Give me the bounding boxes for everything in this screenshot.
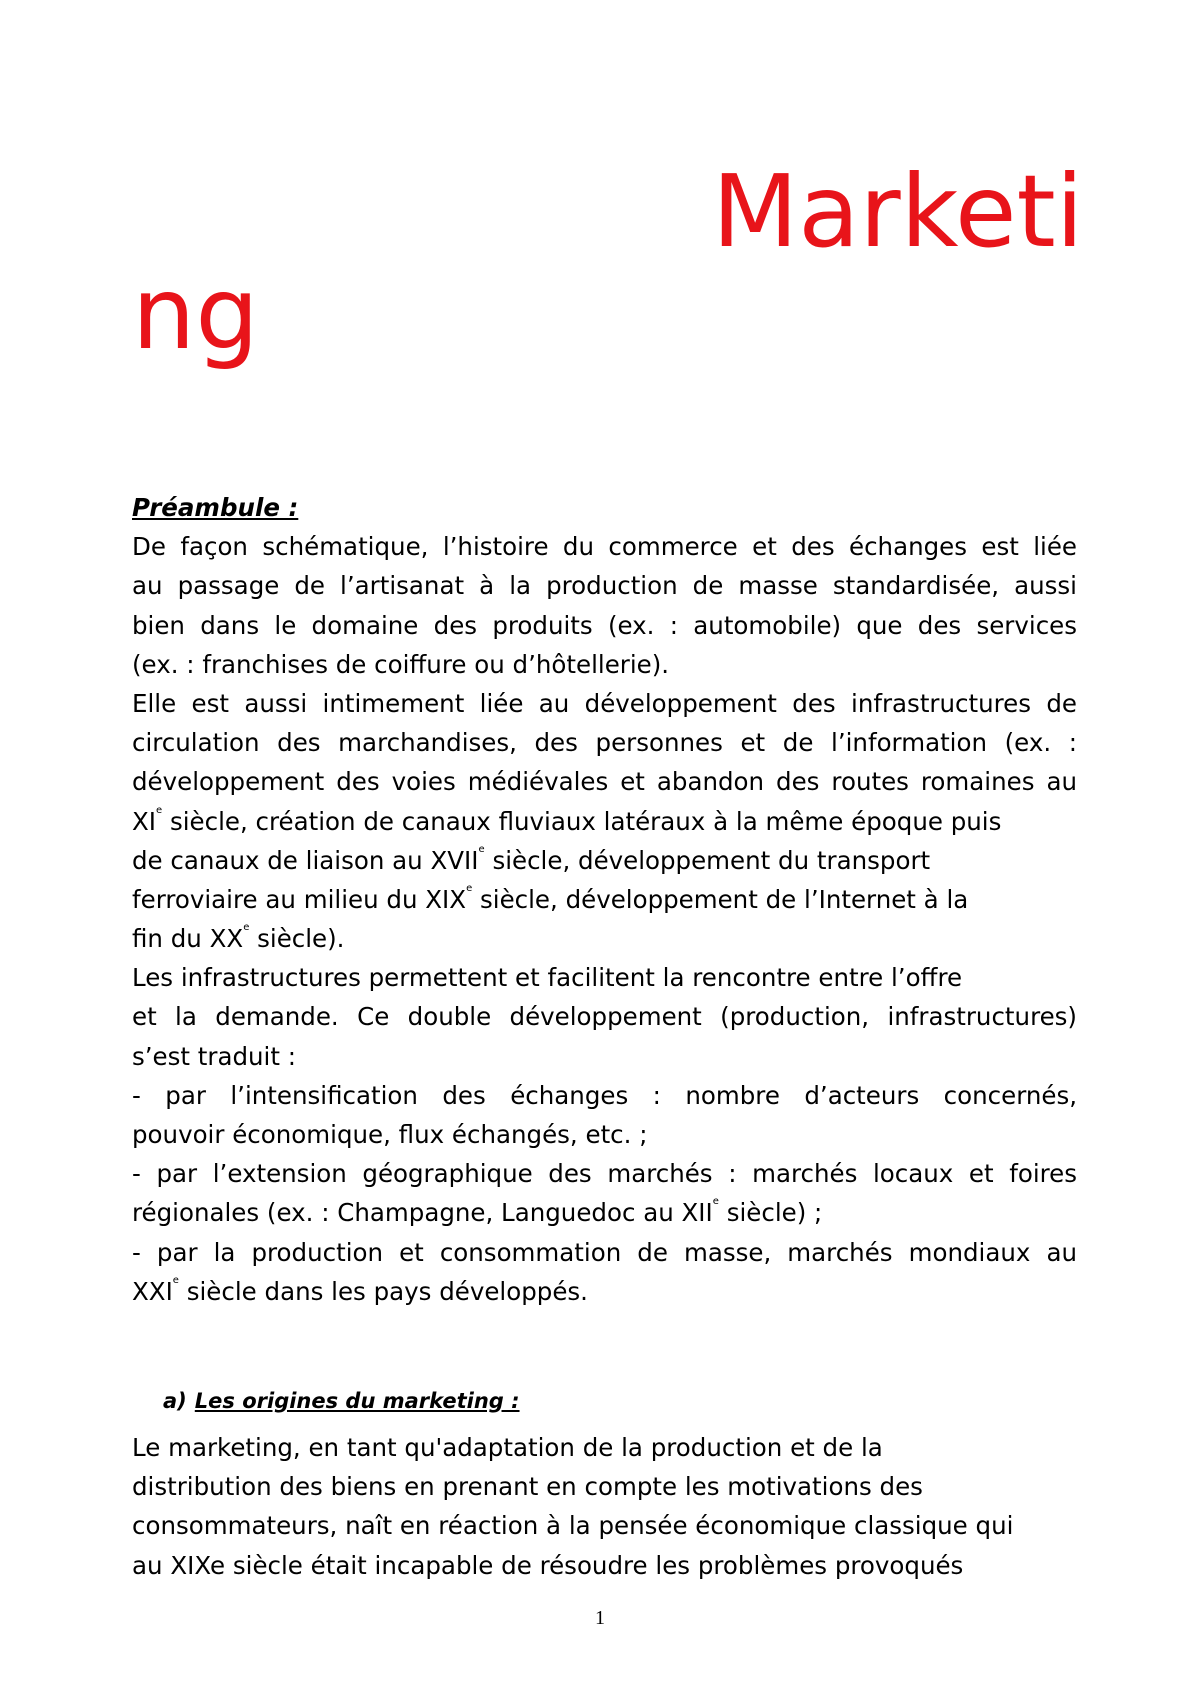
paragraph-line: au passage de l’artisanat à la production de masse standardisée, aussi [132,571,1077,601]
superscript: e [243,922,250,934]
line-text: XXI [132,1276,173,1306]
line-text: siècle). [249,924,345,954]
line-text: XI [132,806,157,836]
superscript: e [172,1274,179,1286]
paragraph-line [132,1193,1077,1232]
paragraph-line: circulation des marchandises, des personnes et de l’information (ex. : [132,728,1077,758]
superscript: e [156,804,163,816]
paragraph-line: consommateurs, naît en réaction à la pensée économique classique qui [132,1511,1014,1541]
paragraph-line [132,919,1077,958]
paragraph-line: au XIXe siècle était incapable de résoudre les problèmes provoqués [132,1550,964,1580]
paragraph-line: (ex. : franchises de coiffure ou d’hôtellerie). [132,649,670,679]
paragraph-line: Elle est aussi intimement liée au développement des infrastructures de [132,688,1077,718]
line-text: siècle, développement du transport [484,845,931,875]
paragraph-line [132,880,1077,919]
paragraph-line: bien dans le domaine des produits (ex. : automobile) que des services [132,610,1077,640]
line-text: fin du XX [132,924,244,954]
paragraph-line [132,802,1077,841]
list-item: - par la production et consommation de masse, marchés mondiaux au [132,1237,1077,1267]
document-title-part1: Marketi [712,153,1084,270]
preamble-heading: Préambule : [132,493,299,522]
paragraph-line: s’est traduit : [132,1041,297,1071]
line-text: de canaux de liaison au XVII [132,845,479,875]
paragraph-line: Les infrastructures permettent et facilitent la rencontre entre l’offre [132,963,963,993]
line-text: siècle dans les pays développés. [178,1276,588,1306]
paragraph-line: De façon schématique, l’histoire du commerce et des échanges est liée [132,532,1077,562]
paragraph-line: développement des voies médiévales et abandon des routes romaines au [132,767,1077,797]
superscript: e [466,882,473,894]
section-marker: a) [163,1389,187,1413]
paragraph-line [132,1272,1077,1311]
page-number: 1 [595,1607,605,1629]
paragraph-line [132,841,1077,880]
line-text: siècle, développement de l’Internet à la [472,884,969,914]
paragraph-line: distribution des biens en prenant en compte les motivations des [132,1472,923,1502]
origins-heading-title: Les origines du marketing : [194,1389,520,1413]
document-title-part2: ng [132,255,259,372]
origins-section [132,1428,1077,1585]
paragraph-line: pouvoir économique, flux échangés, etc. ; [132,1120,648,1149]
list-item: - par l’intensification des échanges : nombre d’acteurs concernés, [132,1080,1077,1110]
preamble-section [132,488,1077,1311]
line-text: ferroviaire au milieu du XIX [132,884,467,914]
line-text: siècle, création de canaux fluviaux latéraux à la même époque puis [162,806,1002,836]
paragraph-line: Le marketing, en tant qu'adaptation de la production et de la [132,1433,883,1462]
origins-heading [163,1389,520,1413]
superscript: e [712,1196,719,1208]
line-text: régionales (ex. : Champagne, Languedoc au XII [132,1198,713,1228]
superscript: e [478,843,485,855]
line-text: siècle) ; [718,1198,823,1228]
paragraph-line: et la demande. Ce double développement (production, infrastructures) [132,1002,1077,1032]
list-item: - par l’extension géographique des marchés : marchés locaux et foires [132,1159,1077,1189]
